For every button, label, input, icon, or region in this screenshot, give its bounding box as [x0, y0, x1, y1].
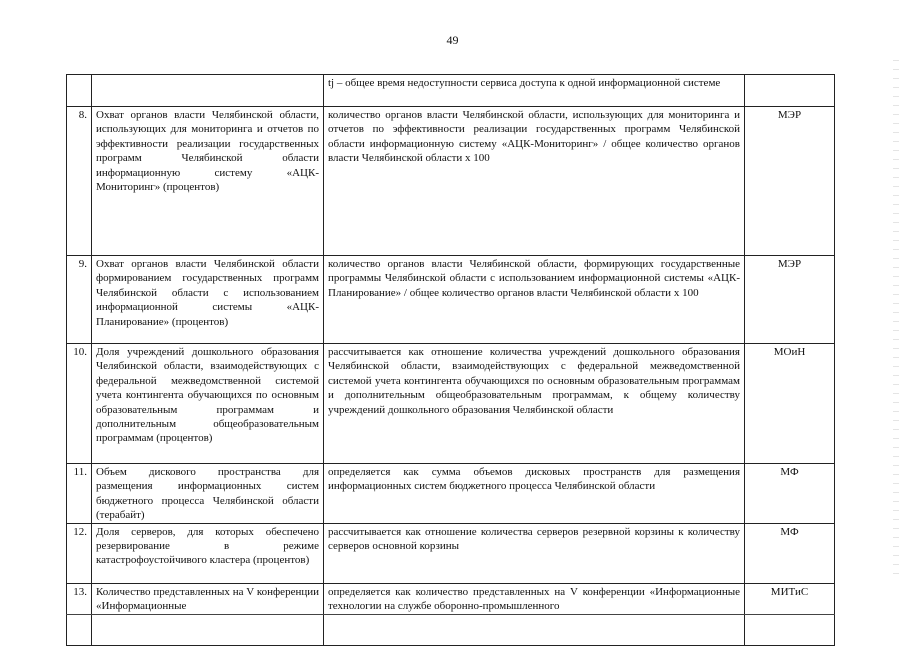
method-cell: tj – общее время недоступности сервиса доступа к одной информационной системе: [324, 75, 745, 107]
table-row: [67, 107, 835, 256]
indicator-cell: Количество представленных на V конференции «Информационные: [92, 583, 324, 645]
indicator-cell: Охват органов власти Челябинской области формированием государственных программ Челябинской области с использованием информационной системы «АЦК-Планирование» (процентов): [92, 256, 324, 344]
method-cell: количество органов власти Челябинской области, использующих для мониторинга и отчетов по эффективности реализации государственных программ Челябинской области информационную систему «АЦК-Мониторинг» / общее количество органов власти Челябинской области x 100: [324, 107, 745, 256]
table-row: [67, 523, 835, 583]
responsible-cell: МФ: [745, 464, 835, 524]
indicator-cell: Охват органов власти Челябинской области, использующих для мониторинга и отчетов по эффективности реализации государственных программ Челябинской области информационную систему «АЦК-Мониторинг» (процентов): [92, 107, 324, 256]
responsible-cell: [745, 75, 835, 107]
row-number: 12.: [67, 523, 92, 583]
responsible-cell: МИТиС: [745, 583, 835, 645]
method-cell: количество органов власти Челябинской области, формирующих государственные программы Челябинской области с использованием информационной системы «АЦК-Планирование» / общее количество органов власти Челябинской области x 100: [324, 256, 745, 344]
table-row: [67, 464, 835, 524]
row-number: [67, 75, 92, 107]
row-number: 13.: [67, 583, 92, 645]
page-bottom-rule: [66, 614, 835, 615]
method-cell: определяется как сумма объемов дисковых пространств для размещения информационных систем бюджетного процесса Челябинской области: [324, 464, 745, 524]
responsible-cell: МЭР: [745, 107, 835, 256]
row-number: 11.: [67, 464, 92, 524]
responsible-cell: МОиН: [745, 344, 835, 464]
indicator-cell: Доля учреждений дошкольного образования Челябинской области, взаимодействующих с федеральной межведомственной системой учета контингента обучающихся по основным образовательным программам и дополнительным общеобразовательным программам (процентов): [92, 344, 324, 464]
indicator-cell: [92, 75, 324, 107]
method-cell: определяется как количество представленных на V конференции «Информационные технологии на службе оборонно-промышленного: [324, 583, 745, 645]
scan-artifact: [893, 60, 899, 580]
method-cell: рассчитывается как отношение количества учреждений дошкольного образования Челябинской области, взаимодействующих с федеральной межведомственной системой учета контингента обучающихся по основным образовательным программам и дополнительным общеобразовательным программам, к общему количеству учреждений дошкольного образования Челябинской области: [324, 344, 745, 464]
row-number: 8.: [67, 107, 92, 256]
table-row: [67, 344, 835, 464]
table-row: [67, 256, 835, 344]
indicator-cell: Доля серверов, для которых обеспечено резервирование в режиме катастрофоустойчивого кластера (процентов): [92, 523, 324, 583]
page-number: 49: [446, 33, 459, 47]
table-row: [67, 75, 835, 107]
row-number: 10.: [67, 344, 92, 464]
responsible-cell: МФ: [745, 523, 835, 583]
responsible-cell: МЭР: [745, 256, 835, 344]
method-cell: рассчитывается как отношение количества серверов резервной корзины к количеству серверов основной корзины: [324, 523, 745, 583]
row-number: 9.: [67, 256, 92, 344]
indicator-table: [66, 74, 835, 646]
indicator-cell: Объем дискового пространства для размещения информационных систем бюджетного процесса Челябинской области (терабайт): [92, 464, 324, 524]
